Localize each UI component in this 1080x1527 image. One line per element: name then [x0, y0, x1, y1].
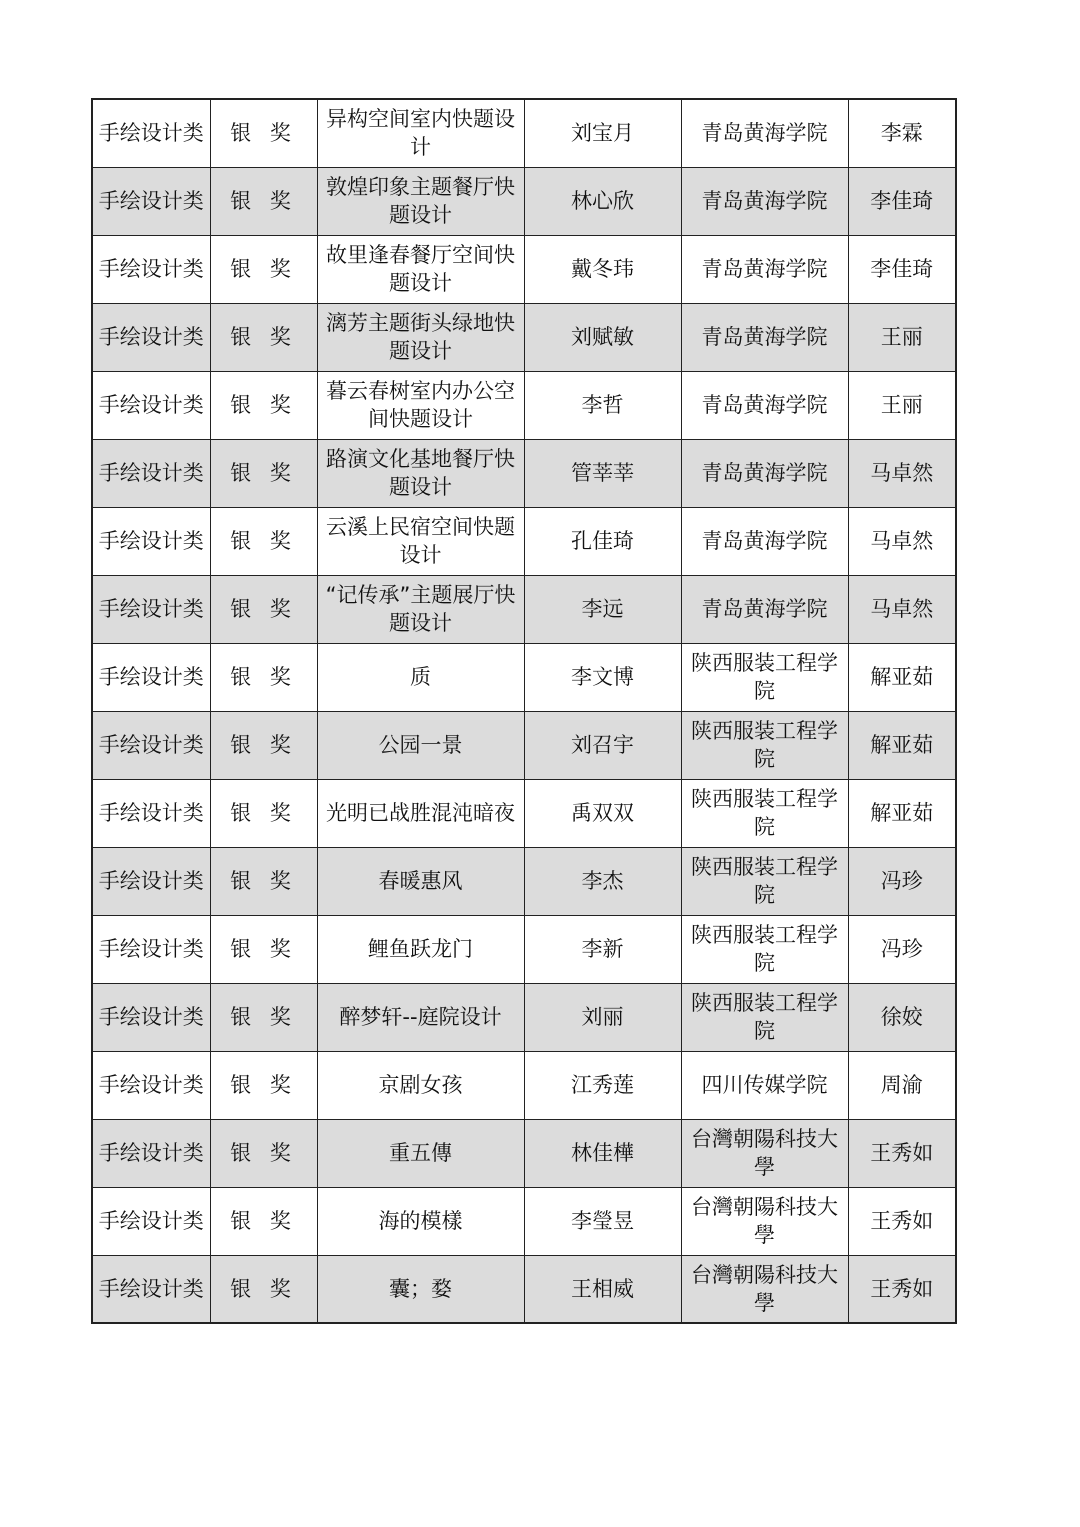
table-row: [92, 1051, 956, 1119]
category-cell: 手绘设计类: [92, 1255, 210, 1323]
award-cell: 银 奖: [210, 915, 317, 983]
author-cell: 刘宝月: [524, 99, 681, 167]
work-title-cell: 京剧女孩: [317, 1051, 524, 1119]
work-title-cell: 质: [317, 643, 524, 711]
advisor-cell: 王秀如: [848, 1255, 956, 1323]
work-title-cell: 暮云春树室内办公空间快题设计: [317, 371, 524, 439]
work-title-cell: 海的模樣: [317, 1187, 524, 1255]
table-row: [92, 99, 956, 167]
table-row: [92, 1255, 956, 1323]
author-cell: 林佳樺: [524, 1119, 681, 1187]
award-cell: 银 奖: [210, 371, 317, 439]
table-row: [92, 303, 956, 371]
advisor-cell: 马卓然: [848, 575, 956, 643]
advisor-cell: 王秀如: [848, 1187, 956, 1255]
category-cell: 手绘设计类: [92, 99, 210, 167]
category-cell: 手绘设计类: [92, 303, 210, 371]
category-cell: 手绘设计类: [92, 847, 210, 915]
category-cell: 手绘设计类: [92, 779, 210, 847]
award-cell: 银 奖: [210, 1187, 317, 1255]
author-cell: 戴冬玮: [524, 235, 681, 303]
advisor-cell: 冯珍: [848, 847, 956, 915]
advisor-cell: 马卓然: [848, 507, 956, 575]
school-cell: 青岛黄海学院: [681, 303, 848, 371]
table-row: [92, 235, 956, 303]
advisor-cell: 马卓然: [848, 439, 956, 507]
award-cell: 银 奖: [210, 983, 317, 1051]
award-cell: 银 奖: [210, 643, 317, 711]
author-cell: 刘召宇: [524, 711, 681, 779]
author-cell: 刘丽: [524, 983, 681, 1051]
author-cell: 刘赋敏: [524, 303, 681, 371]
award-cell: 银 奖: [210, 507, 317, 575]
work-title-cell: 光明已战胜混沌暗夜: [317, 779, 524, 847]
table-row: [92, 507, 956, 575]
school-cell: 青岛黄海学院: [681, 507, 848, 575]
table-row: [92, 711, 956, 779]
work-title-cell: 故里逢春餐厅空间快题设计: [317, 235, 524, 303]
work-title-cell: 漓芳主题街头绿地快题设计: [317, 303, 524, 371]
advisor-cell: 徐姣: [848, 983, 956, 1051]
category-cell: 手绘设计类: [92, 1187, 210, 1255]
author-cell: 管莘莘: [524, 439, 681, 507]
table-row: [92, 371, 956, 439]
category-cell: 手绘设计类: [92, 167, 210, 235]
advisor-cell: 李佳琦: [848, 167, 956, 235]
award-cell: 银 奖: [210, 1255, 317, 1323]
work-title-cell: 云溪上民宿空间快题设计: [317, 507, 524, 575]
award-cell: 银 奖: [210, 575, 317, 643]
author-cell: 李杰: [524, 847, 681, 915]
award-cell: 银 奖: [210, 303, 317, 371]
author-cell: 王相威: [524, 1255, 681, 1323]
category-cell: 手绘设计类: [92, 915, 210, 983]
work-title-cell: 异构空间室内快题设计: [317, 99, 524, 167]
school-cell: 青岛黄海学院: [681, 99, 848, 167]
category-cell: 手绘设计类: [92, 1051, 210, 1119]
advisor-cell: 王丽: [848, 303, 956, 371]
school-cell: 青岛黄海学院: [681, 371, 848, 439]
author-cell: 江秀莲: [524, 1051, 681, 1119]
author-cell: 李新: [524, 915, 681, 983]
advisor-cell: 解亚茹: [848, 711, 956, 779]
advisor-cell: 解亚茹: [848, 643, 956, 711]
category-cell: 手绘设计类: [92, 507, 210, 575]
work-title-cell: 重五傳: [317, 1119, 524, 1187]
author-cell: 禹双双: [524, 779, 681, 847]
award-cell: 银 奖: [210, 167, 317, 235]
category-cell: 手绘设计类: [92, 983, 210, 1051]
table-row: [92, 643, 956, 711]
advisor-cell: 王秀如: [848, 1119, 956, 1187]
award-cell: 银 奖: [210, 99, 317, 167]
author-cell: 李远: [524, 575, 681, 643]
category-cell: 手绘设计类: [92, 371, 210, 439]
author-cell: 李瑩昱: [524, 1187, 681, 1255]
school-cell: 台灣朝陽科技大學: [681, 1119, 848, 1187]
category-cell: 手绘设计类: [92, 1119, 210, 1187]
school-cell: 青岛黄海学院: [681, 439, 848, 507]
table-row: [92, 915, 956, 983]
table-row: [92, 1187, 956, 1255]
table-row: [92, 983, 956, 1051]
advisor-cell: 解亚茹: [848, 779, 956, 847]
category-cell: 手绘设计类: [92, 643, 210, 711]
award-cell: 银 奖: [210, 439, 317, 507]
author-cell: 孔佳琦: [524, 507, 681, 575]
work-title-cell: 醉梦轩--庭院设计: [317, 983, 524, 1051]
work-title-cell: 春暖惠风: [317, 847, 524, 915]
advisor-cell: 王丽: [848, 371, 956, 439]
advisor-cell: 冯珍: [848, 915, 956, 983]
work-title-cell: 路演文化基地餐厅快题设计: [317, 439, 524, 507]
school-cell: 陕西服装工程学院: [681, 983, 848, 1051]
school-cell: 陕西服装工程学院: [681, 915, 848, 983]
advisor-cell: 李佳琦: [848, 235, 956, 303]
table-row: [92, 1119, 956, 1187]
award-cell: 银 奖: [210, 711, 317, 779]
work-title-cell: 囊；婺: [317, 1255, 524, 1323]
work-title-cell: 敦煌印象主题餐厅快题设计: [317, 167, 524, 235]
school-cell: 四川传媒学院: [681, 1051, 848, 1119]
school-cell: 陕西服装工程学院: [681, 711, 848, 779]
table-row: [92, 439, 956, 507]
table-row: [92, 575, 956, 643]
author-cell: 李文博: [524, 643, 681, 711]
advisor-cell: 李霖: [848, 99, 956, 167]
award-cell: 银 奖: [210, 1119, 317, 1187]
school-cell: 青岛黄海学院: [681, 235, 848, 303]
school-cell: 陕西服装工程学院: [681, 779, 848, 847]
award-table-body: [92, 99, 956, 1323]
category-cell: 手绘设计类: [92, 439, 210, 507]
table-row: [92, 167, 956, 235]
school-cell: 陕西服装工程学院: [681, 643, 848, 711]
award-cell: 银 奖: [210, 779, 317, 847]
category-cell: 手绘设计类: [92, 235, 210, 303]
award-cell: 银 奖: [210, 847, 317, 915]
author-cell: 李哲: [524, 371, 681, 439]
school-cell: 青岛黄海学院: [681, 167, 848, 235]
award-cell: 银 奖: [210, 235, 317, 303]
award-table: [91, 98, 957, 1324]
school-cell: 台灣朝陽科技大學: [681, 1187, 848, 1255]
school-cell: 台灣朝陽科技大學: [681, 1255, 848, 1323]
category-cell: 手绘设计类: [92, 575, 210, 643]
work-title-cell: 鲤鱼跃龙门: [317, 915, 524, 983]
category-cell: 手绘设计类: [92, 711, 210, 779]
school-cell: 青岛黄海学院: [681, 575, 848, 643]
award-cell: 银 奖: [210, 1051, 317, 1119]
advisor-cell: 周渝: [848, 1051, 956, 1119]
author-cell: 林心欣: [524, 167, 681, 235]
table-row: [92, 847, 956, 915]
table-row: [92, 779, 956, 847]
school-cell: 陕西服装工程学院: [681, 847, 848, 915]
work-title-cell: “记传承”主题展厅快题设计: [317, 575, 524, 643]
work-title-cell: 公园一景: [317, 711, 524, 779]
